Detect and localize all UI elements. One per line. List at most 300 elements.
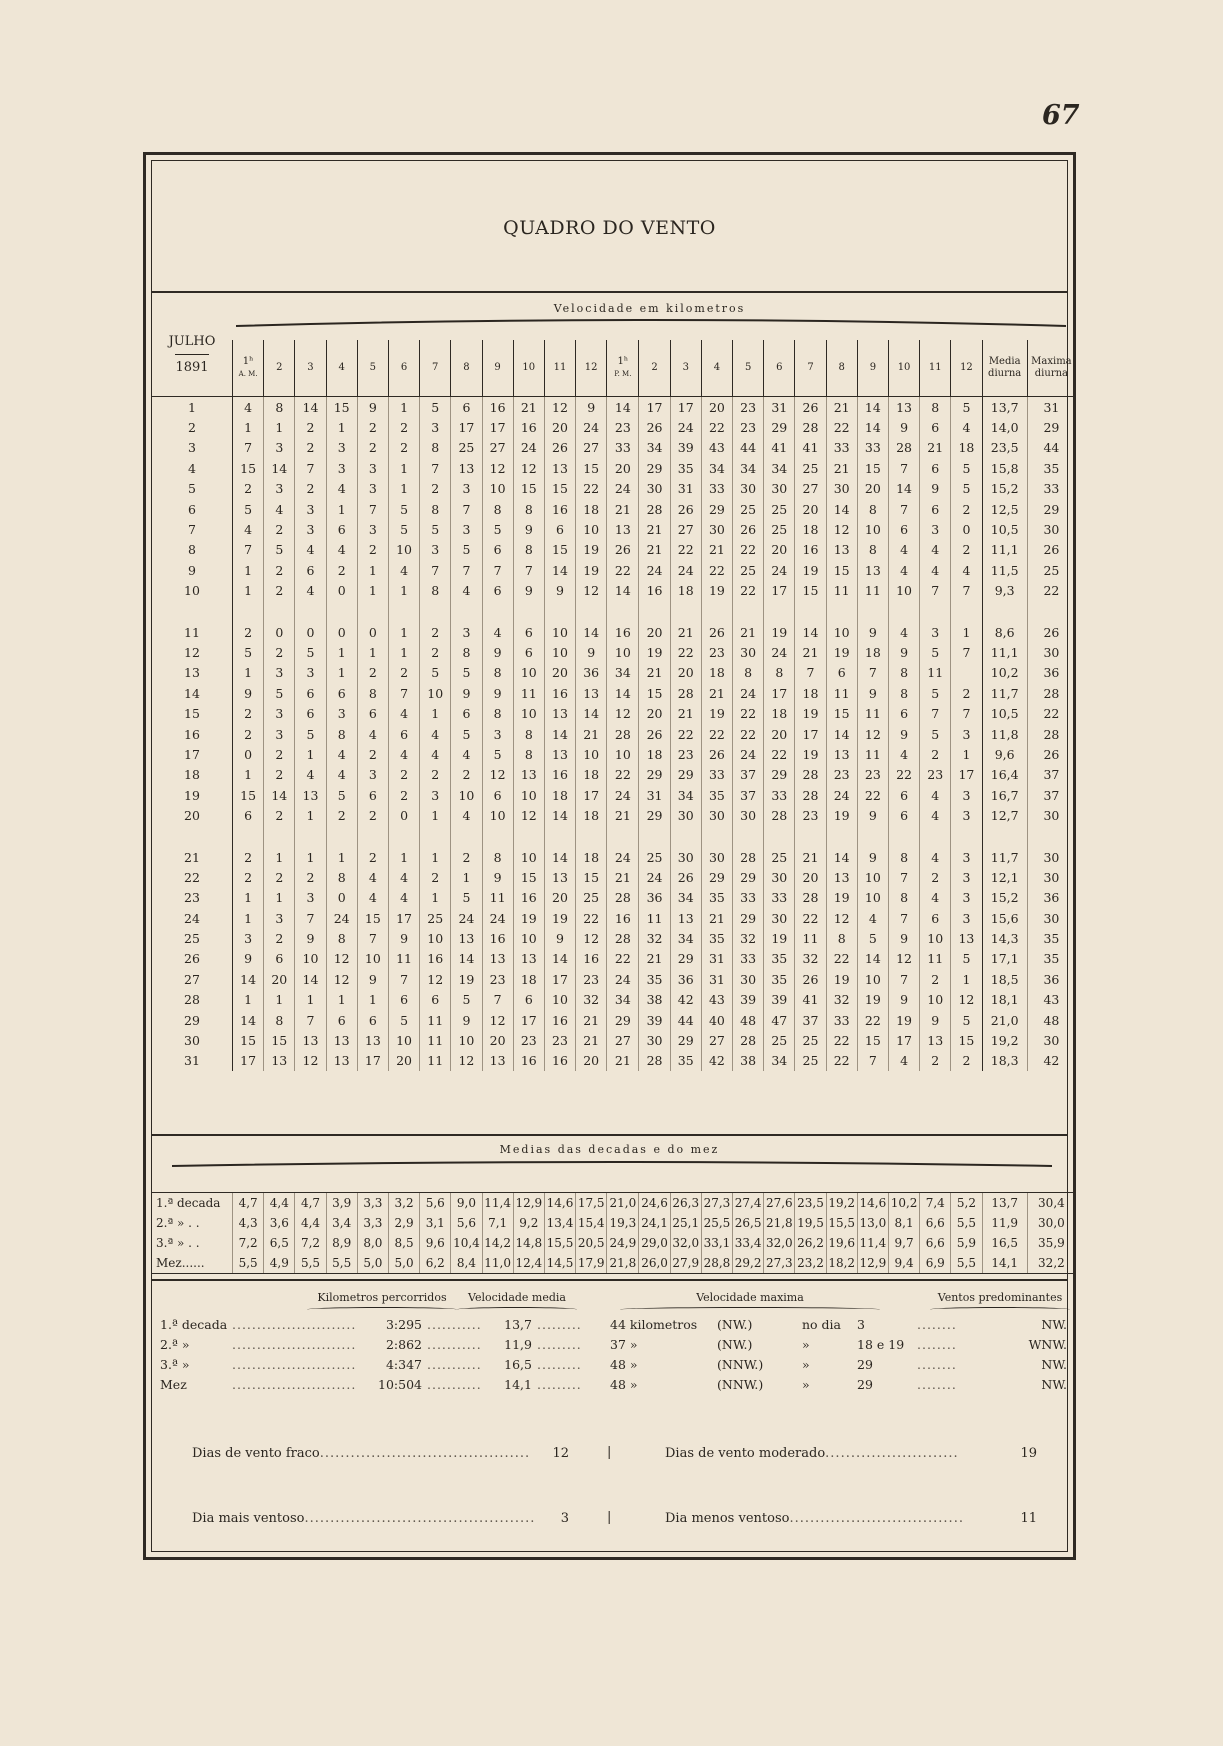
speed-cell: 30: [733, 805, 764, 825]
speed-cell: 33: [607, 438, 639, 458]
speed-cell: 15: [513, 867, 544, 887]
decade-average-cell: 6,9: [920, 1253, 951, 1274]
speed-cell: 9: [576, 642, 607, 662]
leader-dots: ...........: [427, 1317, 482, 1332]
speed-cell: 19: [826, 642, 857, 662]
speed-cell: 17: [951, 765, 982, 785]
day-cell: 28: [184, 992, 200, 1008]
media-diurna-cell: 15,2: [982, 479, 1027, 499]
speed-cell: 6: [388, 990, 419, 1010]
speed-cell: 6: [826, 663, 857, 683]
speed-cell: 16: [639, 581, 670, 601]
speed-cell: 10: [826, 622, 857, 642]
media-diurna-cell: 18,3: [982, 1051, 1027, 1071]
speed-cell: 14: [295, 397, 326, 418]
day-cell: 14: [184, 685, 200, 701]
speed-cell: 31: [701, 969, 732, 989]
dia-label: no dia: [802, 1317, 842, 1332]
speed-cell: 1: [233, 663, 264, 683]
speed-cell: 23: [920, 765, 951, 785]
decade-average-cell: 6,6: [920, 1213, 951, 1233]
speed-cell: 6: [513, 622, 544, 642]
media-diurna-cell: 11,5: [982, 560, 1027, 580]
speed-cell: 17: [513, 1010, 544, 1030]
speed-cell: 10: [513, 663, 544, 683]
media-diurna-cell: 18,1: [982, 990, 1027, 1010]
speed-cell: 18: [857, 642, 888, 662]
speed-cell: 33: [733, 949, 764, 969]
speed-cell: 7: [295, 458, 326, 478]
speed-cell: 21: [576, 724, 607, 744]
month-name: JULHO: [168, 334, 216, 349]
hour-header: 8: [826, 340, 857, 397]
hour-header: 5: [357, 340, 388, 397]
speed-cell: 6: [357, 703, 388, 723]
speed-cell: 18: [795, 519, 826, 539]
speed-cell: 5: [451, 990, 482, 1010]
speed-cell: 30: [670, 847, 701, 867]
speed-cell: 35: [670, 1051, 701, 1071]
decade-average-cell: 24,9: [607, 1233, 639, 1253]
speed-cell: 48: [733, 1010, 764, 1030]
speed-cell: 6: [888, 703, 919, 723]
km-percorridos-value: 3:295: [385, 1317, 422, 1332]
speed-cell: 43: [701, 438, 732, 458]
hour-header: 5: [733, 340, 764, 397]
speed-cell: 25: [451, 438, 482, 458]
speed-cell: 27: [607, 1030, 639, 1050]
speed-cell: 9: [357, 397, 388, 418]
day-cell: 12: [184, 644, 200, 660]
column-separator: |: [607, 1510, 612, 1525]
decade-average-cell: 2,9: [388, 1213, 419, 1233]
table-row: [152, 479, 1075, 499]
speed-cell: 25: [764, 1030, 795, 1050]
speed-cell: 27: [795, 479, 826, 499]
day-cell: 17: [184, 746, 200, 762]
speed-cell: 5: [326, 785, 357, 805]
speed-cell: 13: [451, 928, 482, 948]
speed-cell: 10: [544, 622, 575, 642]
speed-cell: 4: [888, 560, 919, 580]
hour-header: 8: [451, 340, 482, 397]
speed-cell: 5: [451, 724, 482, 744]
speed-cell: 23: [733, 397, 764, 418]
speed-cell: 21: [639, 519, 670, 539]
speed-cell: 35: [701, 785, 732, 805]
speed-cell: 18: [951, 438, 982, 458]
speed-cell: 31: [701, 949, 732, 969]
media-diurna-cell: 12,5: [982, 499, 1027, 519]
day-cell: 4: [188, 460, 196, 476]
speed-cell: 16: [513, 417, 544, 437]
leader-dots: .........: [537, 1317, 582, 1332]
speed-cell: 2: [357, 438, 388, 458]
speed-cell: 33: [826, 1010, 857, 1030]
speed-cell: 10: [451, 1030, 482, 1050]
header-ventos-predominantes: Ventos predominantes: [930, 1291, 1070, 1312]
speed-cell: 15: [857, 1030, 888, 1050]
speed-cell: 2: [451, 765, 482, 785]
speed-cell: 2: [388, 663, 419, 683]
speed-cell: 10: [513, 785, 544, 805]
media-diurna-cell: 14,0: [982, 417, 1027, 437]
decade-average-cell: 11,4: [857, 1233, 888, 1253]
speed-cell: 2: [357, 663, 388, 683]
speed-cell: 33: [701, 765, 732, 785]
speed-cell: 3: [951, 724, 982, 744]
table-row: [152, 724, 1075, 744]
speed-cell: 4: [326, 744, 357, 764]
wind-direction-value: (NW.): [717, 1337, 753, 1352]
summary-row: [152, 1337, 1067, 1357]
speed-cell: 23: [670, 744, 701, 764]
speed-cell: 22: [607, 949, 639, 969]
speed-cell: 8: [888, 683, 919, 703]
speed-cell: 19: [826, 805, 857, 825]
speed-cell: 19: [826, 969, 857, 989]
speed-cell: 13: [826, 540, 857, 560]
media-diurna-cell: 9,3: [982, 581, 1027, 601]
decade-average-cell: 4,3: [233, 1213, 264, 1233]
speed-cell: 1: [326, 990, 357, 1010]
table-row: [152, 438, 1075, 458]
speed-cell: 9: [513, 581, 544, 601]
speed-cell: 33: [701, 479, 732, 499]
speed-cell: 12: [951, 990, 982, 1010]
speed-cell: 4: [951, 560, 982, 580]
speed-cell: 13: [482, 949, 513, 969]
speed-cell: 3: [420, 785, 451, 805]
speed-cell: 2: [264, 519, 295, 539]
speed-cell: 25: [733, 560, 764, 580]
speed-cell: 14: [826, 724, 857, 744]
speed-cell: 7: [482, 990, 513, 1010]
speed-cell: 5: [482, 519, 513, 539]
speed-cell: 25: [639, 847, 670, 867]
speed-cell: 15: [544, 540, 575, 560]
table-row: [152, 744, 1075, 764]
speed-cell: 2: [326, 805, 357, 825]
speed-cell: 24: [607, 969, 639, 989]
speed-cell: 28: [733, 1030, 764, 1050]
speed-cell: 1: [388, 479, 419, 499]
speed-cell: 11: [857, 581, 888, 601]
speed-cell: 10: [513, 703, 544, 723]
maxima-diurna-cell: 30: [1027, 642, 1075, 662]
speed-cell: 13: [482, 1051, 513, 1071]
speed-cell: 10: [576, 519, 607, 539]
maxima-diurna-cell: 35: [1027, 458, 1075, 478]
speed-cell: 35: [701, 928, 732, 948]
day-cell: 21: [184, 849, 200, 865]
speed-cell: 14: [857, 949, 888, 969]
speed-cell: 34: [733, 458, 764, 478]
media-diurna-header: Media diurna: [982, 340, 1027, 397]
speed-cell: 20: [670, 663, 701, 683]
maxima-diurna-cell: 26: [1027, 744, 1075, 764]
day-cell: 3: [188, 440, 196, 456]
speed-cell: 9: [451, 1010, 482, 1030]
speed-cell: 0: [326, 622, 357, 642]
speed-cell: 24: [607, 847, 639, 867]
speed-cell: 5: [233, 642, 264, 662]
speed-cell: 6: [544, 519, 575, 539]
velocidade-maxima-value: 44 kilometros: [610, 1317, 698, 1332]
speed-cell: 24: [733, 744, 764, 764]
wind-speed-table: [152, 340, 1075, 1071]
speed-cell: 8: [482, 703, 513, 723]
velocidade-media-value: 11,9: [504, 1337, 532, 1352]
speed-cell: 29: [701, 499, 732, 519]
speed-cell: 3: [264, 724, 295, 744]
dias-vento-moderado-row: [665, 1446, 959, 1461]
speed-cell: 21: [607, 867, 639, 887]
speed-cell: 18: [576, 847, 607, 867]
speed-cell: 24: [764, 560, 795, 580]
decade-average-cell: 17,5: [576, 1193, 607, 1214]
speed-cell: 20: [576, 1051, 607, 1071]
speed-cell: 42: [670, 990, 701, 1010]
hour-header: 10: [513, 340, 544, 397]
speed-cell: 4: [357, 867, 388, 887]
speed-cell: 17: [576, 785, 607, 805]
dia-mais-ventoso-label: Dia mais ventoso: [192, 1511, 305, 1526]
decade-average-cell: 5,5: [295, 1253, 326, 1274]
speed-cell: 24: [576, 417, 607, 437]
speed-cell: 2: [233, 847, 264, 867]
speed-cell: 12: [482, 765, 513, 785]
maxima-diurna-cell: 35: [1027, 928, 1075, 948]
hour-header: 7: [420, 340, 451, 397]
speed-cell: 0: [326, 581, 357, 601]
speed-cell: 41: [764, 438, 795, 458]
media-diurna-cell: 19,2: [982, 1030, 1027, 1050]
speed-cell: 10: [513, 928, 544, 948]
decade-average-cell: 10,4: [451, 1233, 482, 1253]
speed-cell: 14: [295, 969, 326, 989]
speed-cell: 28: [639, 499, 670, 519]
speed-cell: 1: [951, 744, 982, 764]
speed-cell: 16: [544, 683, 575, 703]
speed-cell: 2: [233, 724, 264, 744]
maxima-diurna-cell: 29: [1027, 417, 1075, 437]
speed-cell: 12: [451, 1051, 482, 1071]
speed-cell: 16: [513, 888, 544, 908]
speed-cell: 44: [733, 438, 764, 458]
speed-cell: 7: [420, 458, 451, 478]
speed-cell: 6: [357, 1010, 388, 1030]
day-cell: 9: [188, 562, 196, 578]
speed-cell: 28: [795, 888, 826, 908]
speed-cell: 5: [264, 683, 295, 703]
maxima-diurna-cell: 25: [1027, 560, 1075, 580]
speed-cell: 2: [920, 969, 951, 989]
day-cell: 23: [184, 890, 200, 906]
speed-cell: 33: [826, 438, 857, 458]
speed-cell: 24: [513, 438, 544, 458]
speed-cell: 8: [920, 397, 951, 418]
speed-cell: 4: [388, 703, 419, 723]
speed-cell: 8: [326, 724, 357, 744]
decade-average-cell: 7,2: [233, 1233, 264, 1253]
table-row: [152, 642, 1075, 662]
speed-cell: 10: [544, 990, 575, 1010]
speed-cell: 18: [795, 683, 826, 703]
speed-cell: 1: [233, 765, 264, 785]
speed-cell: 9: [576, 397, 607, 418]
speed-cell: 6: [388, 724, 419, 744]
decade-average-cell: 5,6: [451, 1213, 482, 1233]
speed-cell: 3: [920, 622, 951, 642]
speed-cell: 2: [420, 479, 451, 499]
table-row: [152, 928, 1075, 948]
speed-cell: 22: [826, 417, 857, 437]
hour-header: 3: [670, 340, 701, 397]
decade-average-cell: 29,2: [733, 1253, 764, 1274]
speed-cell: 4: [920, 540, 951, 560]
speed-cell: 2: [264, 765, 295, 785]
day-cell: 1: [188, 399, 196, 415]
speed-cell: 6: [920, 458, 951, 478]
velocity-header: Velocidade em kilometros: [553, 302, 746, 315]
speed-cell: 8: [888, 888, 919, 908]
decade-label: 2.ª » . .: [156, 1216, 200, 1230]
speed-cell: 17: [544, 969, 575, 989]
speed-cell: 2: [388, 785, 419, 805]
speed-cell: 24: [326, 908, 357, 928]
speed-cell: 13: [670, 908, 701, 928]
speed-cell: 3: [482, 724, 513, 744]
speed-cell: 5: [951, 1010, 982, 1030]
speed-cell: 11: [920, 949, 951, 969]
speed-cell: 13: [295, 1030, 326, 1050]
header-velocidade-media: Velocidade media: [457, 1291, 577, 1312]
speed-cell: 20: [795, 499, 826, 519]
media-diurna-cell: 14,3: [982, 928, 1027, 948]
decade-average-cell: 27,9: [670, 1253, 701, 1274]
speed-cell: 2: [420, 765, 451, 785]
wind-direction-value: (NNW.): [717, 1377, 764, 1392]
speed-cell: 7: [233, 438, 264, 458]
speed-cell: 30: [764, 867, 795, 887]
speed-cell: 13: [544, 867, 575, 887]
speed-cell: 3: [295, 499, 326, 519]
speed-cell: 22: [701, 724, 732, 744]
maxima-diurna-cell: 48: [1027, 1010, 1075, 1030]
speed-cell: 22: [733, 703, 764, 723]
speed-cell: 22: [888, 765, 919, 785]
speed-cell: 2: [357, 744, 388, 764]
hour-header: 7: [795, 340, 826, 397]
speed-cell: 8: [513, 744, 544, 764]
speed-cell: 13: [326, 1051, 357, 1071]
maxima-diurna-cell: 44: [1027, 438, 1075, 458]
decade-average-cell: 9,4: [888, 1253, 919, 1274]
speed-cell: 0: [295, 622, 326, 642]
speed-cell: 7: [388, 683, 419, 703]
speed-cell: 17: [639, 397, 670, 418]
dia-mais-ventoso-row: [192, 1511, 535, 1526]
speed-cell: 12: [857, 724, 888, 744]
speed-cell: 19: [795, 703, 826, 723]
speed-cell: 9: [357, 969, 388, 989]
speed-cell: 4: [295, 765, 326, 785]
speed-cell: 26: [639, 417, 670, 437]
velocidade-media-value: 14,1: [504, 1377, 532, 1392]
speed-cell: 6: [888, 519, 919, 539]
speed-cell: 13: [513, 949, 544, 969]
speed-cell: 14: [576, 622, 607, 642]
speed-cell: 30: [701, 805, 732, 825]
speed-cell: 2: [951, 1051, 982, 1071]
leader-dots: ...........: [427, 1377, 482, 1392]
media-diurna-cell: 11,1: [982, 540, 1027, 560]
speed-cell: 21: [701, 683, 732, 703]
decade-average-cell: 3,9: [326, 1193, 357, 1214]
speed-cell: 18: [639, 744, 670, 764]
speed-cell: 15: [576, 867, 607, 887]
speed-cell: 39: [733, 990, 764, 1010]
decade-average-cell: 3,4: [326, 1213, 357, 1233]
speed-cell: 1: [388, 397, 419, 418]
speed-cell: 32: [795, 949, 826, 969]
speed-cell: 9: [482, 642, 513, 662]
speed-cell: 25: [420, 908, 451, 928]
dias-vento-moderado-label: Dias de vento moderado: [665, 1446, 826, 1461]
speed-cell: 4: [388, 560, 419, 580]
day-cell: 31: [184, 1053, 200, 1069]
vento-predominante-value: WNW.: [1028, 1337, 1067, 1352]
speed-cell: 7: [295, 908, 326, 928]
speed-cell: 31: [670, 479, 701, 499]
speed-cell: 2: [951, 540, 982, 560]
table-row: [152, 990, 1075, 1010]
day-cell: 27: [184, 971, 200, 987]
speed-cell: 29: [670, 1030, 701, 1050]
speed-cell: 6: [888, 805, 919, 825]
speed-cell: 3: [326, 438, 357, 458]
speed-cell: 6: [920, 417, 951, 437]
speed-cell: 2: [951, 683, 982, 703]
speed-cell: 30: [764, 479, 795, 499]
speed-cell: 12: [576, 581, 607, 601]
speed-cell: 22: [733, 724, 764, 744]
speed-cell: 2: [920, 867, 951, 887]
speed-cell: 18: [764, 703, 795, 723]
speed-cell: 20: [607, 458, 639, 478]
leader-dots: ........: [917, 1357, 957, 1372]
speed-cell: 19: [795, 560, 826, 580]
decade-average-cell: 18,2: [826, 1253, 857, 1274]
speed-cell: 13: [576, 683, 607, 703]
speed-cell: 25: [576, 888, 607, 908]
speed-cell: 19: [764, 928, 795, 948]
speed-cell: 6: [326, 683, 357, 703]
speed-cell: 28: [795, 785, 826, 805]
table-row: [152, 785, 1075, 805]
speed-cell: 7: [857, 663, 888, 683]
speed-cell: 7: [233, 540, 264, 560]
speed-cell: [951, 663, 982, 683]
speed-cell: 19: [451, 969, 482, 989]
speed-cell: 8: [826, 928, 857, 948]
media-diurna-cell: 12,7: [982, 805, 1027, 825]
speed-cell: 3: [920, 519, 951, 539]
media-diurna-cell: 16,4: [982, 765, 1027, 785]
speed-cell: 19: [701, 703, 732, 723]
maxima-diurna-cell: 26: [1027, 540, 1075, 560]
